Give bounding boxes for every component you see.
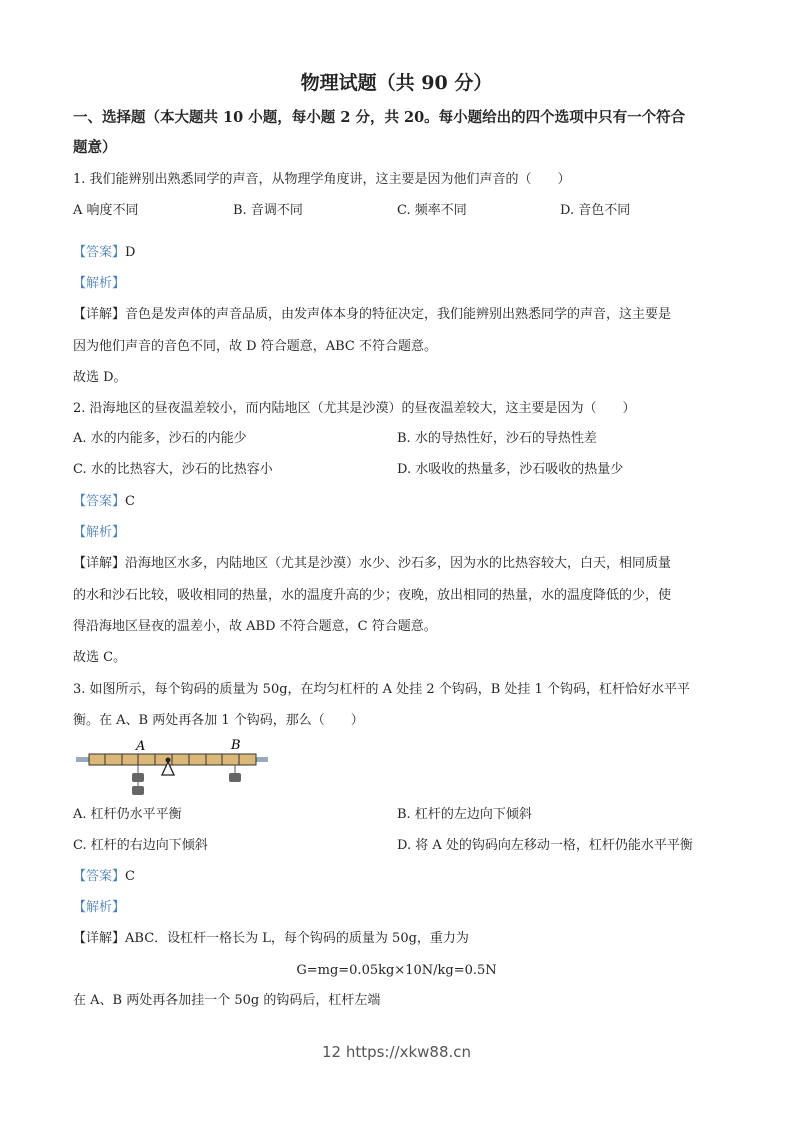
q1-option-b: B. 音调不同 (233, 203, 303, 218)
q3-option-a: A. 杠杆仍水平平衡 (73, 807, 182, 822)
section-heading-cont: 题意） (73, 139, 117, 156)
q1-option-c: C. 频率不同 (397, 203, 467, 218)
q3-stem-cont: 衡。在 A、B 两处再各加 1 个钩码，那么（ ） (73, 713, 364, 728)
q2-detail-cont: 得沿海地区昼夜的温差小，故 ABD 不符合题意，C 符合题意。 (73, 619, 437, 634)
q2-option-b: B. 水的导热性好，沙石的导热性差 (397, 431, 597, 446)
label-a: A (136, 739, 146, 754)
q3-option-c: C. 杠杆的右边向下倾斜 (73, 838, 208, 853)
q3-formula: G=mg=0.05kg×10N/kg=0.5N (296, 963, 497, 978)
q2-detail (73, 555, 671, 573)
detail-text: 沿海地区水多，内陆地区（尤其是沙漠）水少、沙石多，因为水的比热容较大，白天，相同质量 (125, 556, 672, 571)
detail-text: 音色是发声体的声音品质，由发声体本身的特征决定，我们能辨别出熟悉同学的声音，这主要是 (125, 307, 672, 322)
page-title: 物理试题（共 90 分） (300, 72, 493, 94)
answer-tag: 【答案】 (73, 494, 126, 509)
q2-option-c: C. 水的比热容大，沙石的比热容小 (73, 462, 273, 477)
q3-continuation: 在 A、B 两处再各加挂一个 50g 的钩码后，杠杆左端 (73, 993, 381, 1008)
weights-a (132, 765, 144, 795)
answer-value: C (125, 869, 135, 884)
q1-option-a: A 响度不同 (73, 203, 139, 218)
q2-option-a: A. 水的内能多，沙石的内能少 (73, 431, 247, 446)
label-b: B (231, 738, 241, 753)
detail-tag: 【详解】 (73, 307, 126, 322)
detail-text: ABC．设杠杆一格长为 L，每个钩码的质量为 50g，重力为 (125, 931, 469, 946)
q2-analysis-tag: 【解析】 (73, 525, 126, 540)
q3-stem: 3. 如图所示，每个钩码的质量为 50g，在均匀杠杆的 A 处挂 2 个钩码，B 处挂 1 个钩码，杠杆恰好水平平 (73, 682, 690, 697)
q2-stem: 2. 沿海地区的昼夜温差较小，而内陆地区（尤其是沙漠）的昼夜温差较大，这主要是因为（ ） (73, 401, 636, 416)
q1-detail-cont: 因为他们声音的音色不同，故 D 符合题意，ABC 不符合题意。 (73, 339, 437, 354)
q3-option-b: B. 杠杆的左边向下倾斜 (397, 807, 532, 822)
lever-end-left (76, 757, 90, 762)
q3-analysis-tag: 【解析】 (73, 900, 126, 915)
section-heading: 一、选择题（本大题共 10 小题，每小题 2 分，共 20。每小题给出的四个选项中只有一个符合 (73, 109, 686, 126)
answer-tag: 【答案】 (73, 869, 126, 884)
page-footer: 12 https://xkw88.cn (321, 1043, 472, 1061)
q2-option-d: D. 水吸收的热量多，沙石吸收的热量少 (397, 462, 624, 477)
q3-option-d: D. 将 A 处的钩码向左移动一格，杠杆仍能水平平衡 (397, 838, 693, 853)
answer-value: C (125, 494, 135, 509)
q2-answer (73, 493, 135, 511)
q1-detail (73, 306, 671, 324)
q1-option-d: D. 音色不同 (560, 203, 631, 218)
q2-conclusion: 故选 C。 (73, 650, 127, 665)
lever-figure (72, 735, 272, 801)
weight-b (229, 765, 241, 782)
q2-detail-cont: 的水和沙石比较，吸收相同的热量，水的温度升高的少；夜晚，放出相同的热量，水的温度降低的少，使 (73, 588, 672, 603)
q1-conclusion: 故选 D。 (73, 370, 127, 385)
answer-value: D (125, 245, 136, 260)
answer-tag: 【答案】 (73, 245, 126, 260)
detail-tag: 【详解】 (73, 931, 126, 946)
q1-stem: 1. 我们能辨别出熟悉同学的声音，从物理学角度讲，这主要是因为他们声音的（ ） (73, 172, 571, 187)
detail-tag: 【详解】 (73, 556, 126, 571)
q3-detail (73, 930, 469, 948)
q1-analysis-tag: 【解析】 (73, 276, 126, 291)
q3-answer (73, 868, 135, 886)
q1-answer (73, 244, 135, 262)
